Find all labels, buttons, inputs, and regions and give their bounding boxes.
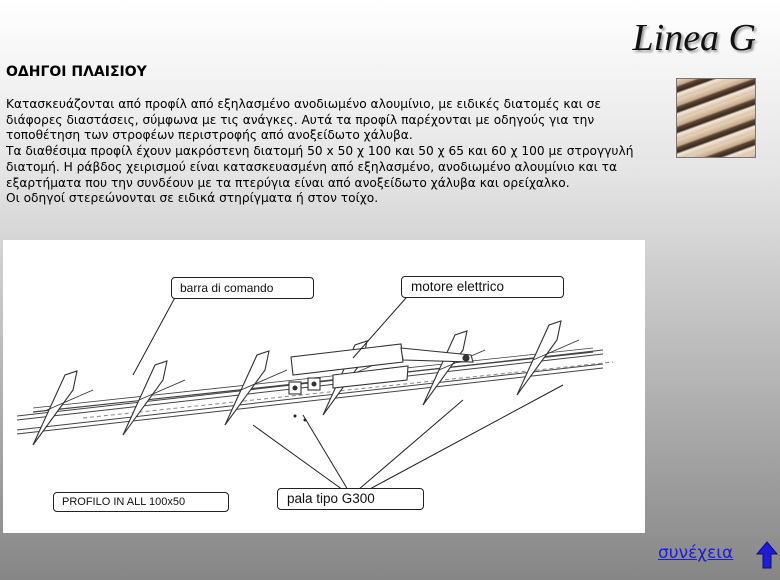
- label-pala-tipo: pala tipo G300: [277, 488, 424, 510]
- home-arrow-icon[interactable]: [754, 540, 780, 570]
- page-title: ΟΔΗΓΟΙ ΠΛΑΙΣΙΟΥ: [6, 64, 147, 80]
- brand-title: Linea G: [632, 17, 756, 59]
- label-profilo: PROFILO IN ALL 100x50: [53, 492, 229, 512]
- next-link[interactable]: συνέχεια: [658, 543, 734, 563]
- louvre-photo: [676, 78, 756, 158]
- technical-diagram: [3, 240, 645, 533]
- paragraph-2: Τα διαθέσιμα προφίλ έχουν μακρόστενη διατομή 50 x 50 χ 100 και 50 χ 65 και 60 χ 100 με στρογγυλή διατομή. Η ράβδος χειρισμού είναι κατασκευασμένη από εξηλασμένο, ανοδιωμένο αλουμίνιο και τα εξαρτήματα που την συνδέουν με τα πτερύγια είναι από ανοξείδωτο χάλυβα και ορείχαλκο.: [6, 144, 634, 190]
- description-text: [6, 97, 636, 207]
- label-motore-elettrico: motore elettrico: [401, 276, 564, 298]
- label-barra-di-comando: barra di comando: [171, 277, 314, 299]
- paragraph-3: Οι οδηγοί στερεώνονται σε ειδικά στηρίγματα ή στον τοίχο.: [6, 191, 379, 206]
- paragraph-1: Κατασκευάζονται από προφίλ από εξηλασμένο ανοδιωμένο αλουμίνιο, με ειδικές διατομές και σε διάφορες διαστάσεις, σύμφωνα με τις ανάγκες. Αυτά τα προφίλ παρέχονται με οδηγούς για την τοποθέτηση των στροφέων περιστροφής από ανοξείδωτο χάλυβα.: [6, 97, 601, 143]
